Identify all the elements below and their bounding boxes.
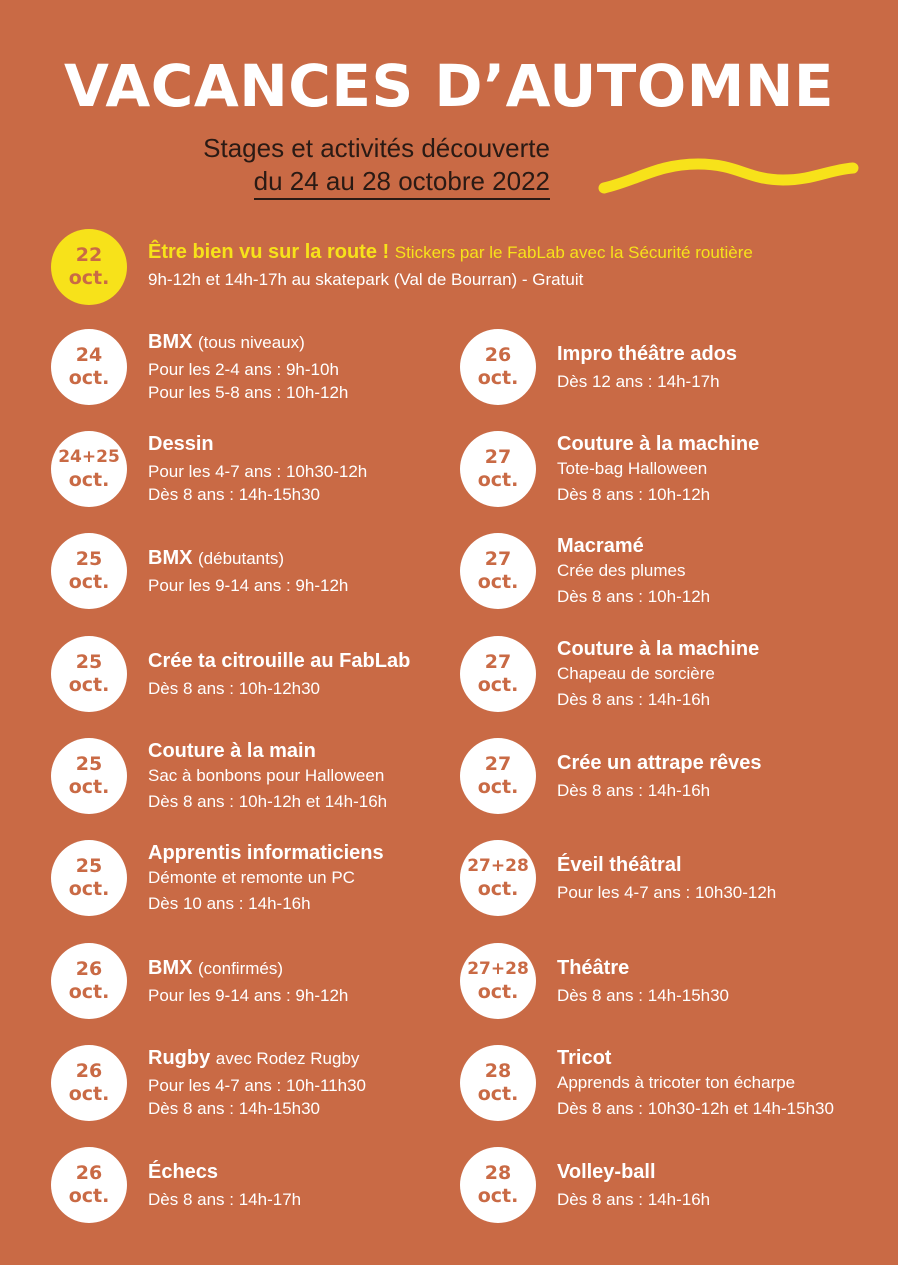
event-schedule: Dès 8 ans : 10h30-12h et 14h-15h30	[557, 1099, 834, 1118]
date-month: oct.	[68, 878, 110, 900]
event-item	[557, 956, 729, 1007]
date-badge	[51, 943, 127, 1019]
event-schedule: Pour les 4-7 ans : 10h30-12h	[148, 462, 368, 481]
date-month: oct.	[477, 981, 519, 1003]
event-schedule: Pour les 9-14 ans : 9h-12h	[148, 985, 349, 1005]
date-month: oct.	[477, 367, 519, 389]
date-badge	[51, 1045, 127, 1121]
event-item	[557, 432, 759, 506]
date-day: 27	[484, 446, 512, 468]
date-day: 24	[75, 344, 103, 366]
date-day: 22	[75, 244, 103, 266]
event-schedule: 9h-12h et 14h-17h au skatepark (Val de Bourran) - Gratuit	[148, 270, 584, 289]
date-month: oct.	[477, 776, 519, 798]
date-month: oct.	[68, 674, 110, 696]
event-description: Démonte et remonte un PC	[148, 868, 355, 887]
page-title: VACANCES D’AUTOMNE	[63, 52, 835, 120]
event-schedule: Pour les 4-7 ans : 10h30-12h	[557, 882, 777, 902]
date-month: oct.	[68, 571, 110, 593]
date-day: 27	[484, 753, 512, 775]
event-name: Macramé	[557, 535, 644, 557]
date-month: oct.	[68, 776, 110, 798]
date-badge	[460, 943, 536, 1019]
event-schedule: Dès 8 ans : 14h-15h30	[148, 1099, 321, 1118]
date-day: 28	[484, 1060, 512, 1082]
event-item	[148, 546, 348, 597]
event-item	[557, 751, 762, 802]
event-description: Apprends à tricoter ton écharpe	[557, 1073, 796, 1092]
event-schedule: Dès 8 ans : 14h-16h	[557, 1189, 711, 1209]
date-day: 27+28	[467, 856, 529, 876]
event-name: Tricot	[557, 1047, 612, 1069]
event-name: Dessin	[148, 433, 214, 455]
event-name: BMX	[148, 546, 193, 569]
event-description: Crée des plumes	[557, 561, 686, 580]
date-badge	[460, 738, 536, 814]
date-day: 25	[75, 753, 103, 775]
date-badge	[460, 329, 536, 405]
date-badge	[51, 533, 127, 609]
event-schedule: Dès 8 ans : 10h-12h et 14h-16h	[148, 792, 388, 811]
date-day: 27	[484, 651, 512, 673]
date-badge	[460, 533, 536, 609]
date-badge	[51, 738, 127, 814]
event-schedule: Dès 10 ans : 14h-16h	[148, 894, 311, 913]
event-name: Échecs	[148, 1160, 219, 1183]
event-item	[148, 432, 367, 506]
event-name-extra: (confirmés)	[198, 958, 284, 978]
date-month: oct.	[477, 571, 519, 593]
event-name: Couture à la machine	[557, 638, 760, 660]
date-month: oct.	[68, 1185, 110, 1207]
date-month: oct.	[68, 981, 110, 1003]
date-day: 25	[75, 855, 103, 877]
event-item	[148, 841, 384, 915]
event-name: BMX	[148, 331, 193, 353]
event-schedule: Pour les 9-14 ans : 9h-12h	[148, 575, 349, 595]
date-month: oct.	[68, 267, 110, 289]
date-badge	[51, 636, 127, 712]
date-day: 28	[484, 1162, 512, 1184]
date-badge	[460, 636, 536, 712]
date-month: oct.	[68, 469, 110, 491]
date-month: oct.	[477, 469, 519, 491]
date-day: 26	[484, 344, 512, 366]
event-schedule: Pour les 2-4 ans : 9h-10h	[148, 360, 339, 379]
event-schedule: Pour les 4-7 ans : 10h-11h30	[148, 1076, 366, 1095]
date-day: 24+25	[58, 447, 120, 467]
event-item	[148, 649, 410, 700]
event-item	[557, 1160, 710, 1211]
event-name-extra: (débutants)	[198, 548, 285, 568]
date-badge	[51, 229, 127, 305]
event-item	[148, 956, 348, 1007]
date-month: oct.	[477, 1185, 519, 1207]
date-badge	[51, 840, 127, 916]
date-month: oct.	[477, 674, 519, 696]
event-item	[148, 1046, 366, 1120]
event-item	[557, 534, 710, 608]
event-item	[148, 1160, 301, 1211]
date-day: 25	[75, 548, 103, 570]
event-name: Éveil théâtral	[557, 853, 682, 876]
event-description: Tote-bag Halloween	[557, 459, 708, 478]
event-item	[557, 853, 776, 904]
event-item	[557, 637, 759, 711]
date-badge	[460, 1045, 536, 1121]
event-schedule: Dès 8 ans : 14h-15h30	[148, 485, 321, 504]
date-day: 26	[75, 1162, 103, 1184]
yellow-squiggle-icon	[598, 150, 860, 200]
date-day: 26	[75, 1060, 103, 1082]
date-badge	[51, 329, 127, 405]
event-item	[148, 330, 348, 404]
event-schedule: Dès 8 ans : 14h-16h	[557, 690, 711, 709]
event-name: BMX	[148, 956, 193, 979]
event-name-extra: Stickers par le FabLab avec la Sécurité routière	[394, 243, 753, 262]
event-name: Couture à la main	[148, 740, 316, 762]
event-name: Crée un attrape rêves	[557, 751, 762, 774]
event-name: Rugby	[148, 1047, 211, 1069]
date-day: 26	[75, 958, 103, 980]
event-schedule: Dès 8 ans : 14h-17h	[148, 1189, 302, 1209]
date-badge	[460, 1147, 536, 1223]
event-description: Sac à bonbons pour Halloween	[148, 766, 385, 785]
event-schedule: Dès 8 ans : 14h-15h30	[557, 985, 730, 1005]
event-name-extra: (tous niveaux)	[198, 333, 305, 352]
featured-event	[148, 240, 753, 291]
event-schedule: Pour les 5-8 ans : 10h-12h	[148, 383, 349, 402]
event-name: Apprentis informaticiens	[148, 842, 384, 864]
date-month: oct.	[477, 1083, 519, 1105]
subtitle-line: Stages et activités découverte	[203, 133, 550, 163]
event-name: Couture à la machine	[557, 433, 760, 455]
subtitle-dates: du 24 au 28 octobre 2022	[254, 166, 550, 200]
event-name: Être bien vu sur la route !	[148, 241, 390, 263]
subtitle	[203, 132, 550, 198]
event-schedule: Dès 8 ans : 14h-16h	[557, 780, 711, 800]
date-badge	[51, 1147, 127, 1223]
date-month: oct.	[68, 367, 110, 389]
event-name-extra: avec Rodez Rugby	[215, 1049, 360, 1068]
event-item	[557, 1046, 834, 1120]
date-month: oct.	[477, 878, 519, 900]
date-day: 27	[484, 548, 512, 570]
event-schedule: Dès 8 ans : 10h-12h	[557, 485, 711, 504]
event-name: Impro théâtre ados	[557, 342, 738, 365]
event-schedule: Dès 12 ans : 14h-17h	[557, 371, 720, 391]
event-name: Crée ta citrouille au FabLab	[148, 649, 411, 672]
date-badge	[51, 431, 127, 507]
event-item	[557, 342, 737, 393]
date-badge	[460, 840, 536, 916]
event-schedule: Dès 8 ans : 10h-12h30	[148, 678, 321, 698]
event-name: Volley-ball	[557, 1160, 656, 1183]
date-badge	[460, 431, 536, 507]
date-month: oct.	[68, 1083, 110, 1105]
date-day: 25	[75, 651, 103, 673]
event-schedule: Dès 8 ans : 10h-12h	[557, 587, 711, 606]
event-item	[148, 739, 387, 813]
event-name: Théâtre	[557, 956, 630, 979]
event-description: Chapeau de sorcière	[557, 664, 715, 683]
date-day: 27+28	[467, 959, 529, 979]
